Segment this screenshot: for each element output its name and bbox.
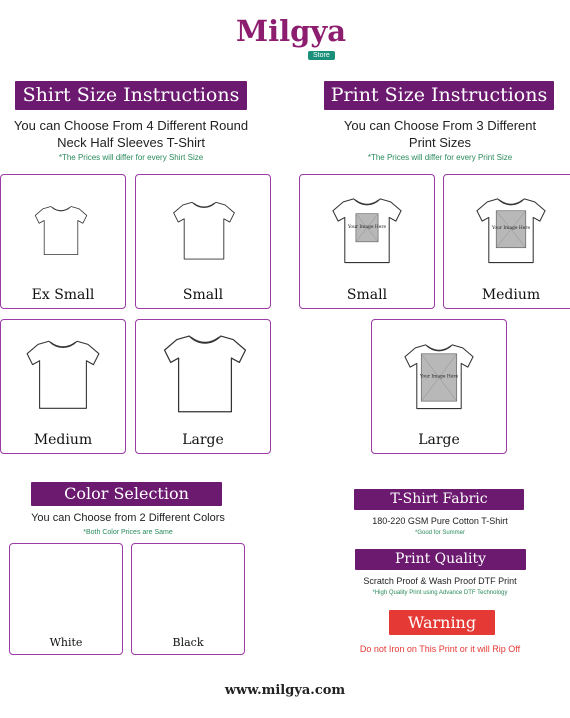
brand-logo [236, 14, 346, 62]
print-placeholder-text: Your Image Here [419, 374, 459, 380]
color-card-white[interactable] [9, 543, 123, 655]
brand-name: Milgya [236, 14, 347, 48]
print-size-line1: You can Choose From 3 Different [343, 118, 537, 133]
warning-banner: Warning [389, 610, 495, 635]
quality-line1: Scratch Proof & Wash Proof DTF Print [363, 576, 517, 586]
tshirt-ex-small-icon [33, 202, 89, 258]
shirt-size-label: Small [182, 287, 224, 303]
shirt-size-note: *The Prices will differ for every Shirt Size [58, 153, 204, 162]
shirt-size-line2: Neck Half Sleeves T-Shirt [57, 135, 205, 150]
print-placeholder-text: Your Image Here [347, 224, 387, 230]
brand-badge: Store [308, 51, 335, 60]
tshirt-print-small-icon [330, 190, 404, 270]
quality-note: *High Quality Print using Advance DTF Technology [372, 590, 508, 596]
print-size-banner: Print Size Instructions [324, 81, 554, 110]
color-selection-banner: Color Selection [31, 482, 222, 506]
tshirt-print-medium-icon [474, 190, 548, 270]
fabric-banner: T-Shirt Fabric [354, 489, 524, 510]
shirt-size-label: Medium [33, 432, 93, 448]
color-label: Black [172, 636, 204, 649]
print-quality-banner: Print Quality [355, 549, 526, 570]
color-note: *Both Color Prices are Same [83, 529, 173, 536]
tshirt-large-icon [161, 327, 249, 419]
print-size-label: Small [346, 287, 388, 303]
tshirt-print-large-icon [402, 336, 476, 416]
shirt-size-label: Ex Small [31, 287, 95, 303]
print-size-line2: Print Sizes [408, 135, 472, 150]
print-size-note: *The Prices will differ for every Print Size [367, 153, 513, 162]
print-size-label: Medium [481, 287, 541, 303]
color-label: White [49, 636, 83, 649]
fabric-line1: 180-220 GSM Pure Cotton T-Shirt [372, 516, 508, 526]
shirt-size-line1: You can Choose From 4 Different Round [13, 118, 249, 133]
shirt-size-banner: Shirt Size Instructions [15, 81, 247, 110]
print-size-label: Large [418, 432, 460, 448]
color-line1: You can Choose from 2 Different Colors [31, 512, 225, 524]
tshirt-small-icon [171, 195, 237, 265]
print-placeholder-text: Your Image Here [491, 226, 531, 232]
color-card-black[interactable] [131, 543, 245, 655]
shirt-size-label: Large [182, 432, 224, 448]
fabric-note: *Good for Summer [414, 530, 466, 536]
footer-url[interactable]: www.milgya.com [224, 683, 346, 698]
tshirt-medium-icon [24, 333, 102, 415]
warning-line1: Do not Iron on This Print or it will Rip Off [359, 644, 521, 654]
